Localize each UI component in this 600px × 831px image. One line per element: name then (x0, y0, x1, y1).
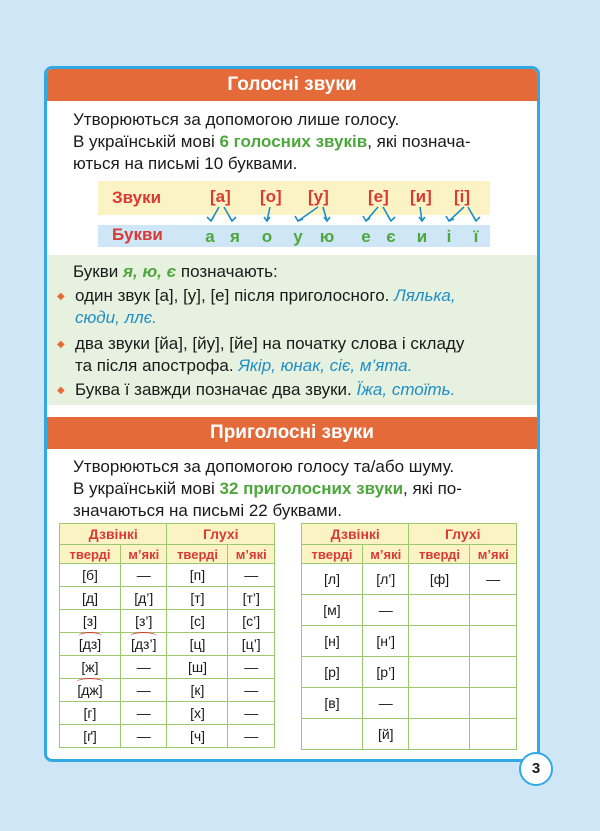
rules-card (44, 66, 540, 762)
table-cell: — (121, 564, 167, 587)
col-voiced: Дзвінкі (60, 524, 167, 545)
table-cell (470, 719, 517, 750)
vowels-intro: Утворюються за допомогою лише голосу. (73, 110, 400, 129)
table-cell: [з] (60, 610, 121, 633)
letter: є (386, 227, 396, 246)
table-cell: [в] (302, 688, 363, 719)
table-cell: [дз] (60, 633, 121, 656)
letter: і (446, 227, 452, 246)
col-voiced: Дзвінкі (302, 524, 409, 545)
table-cell: — (228, 679, 275, 702)
vowel-sounds-table (98, 181, 490, 245)
sound: [і] (454, 187, 471, 206)
table-cell: [с’] (228, 610, 275, 633)
table-cell: [л’] (363, 564, 409, 595)
table-row (60, 725, 275, 748)
table-cell: [ш] (167, 656, 228, 679)
letters-note-box (47, 255, 537, 405)
table-cell: — (121, 679, 167, 702)
note-heading: Букви я, ю, є позначають: (73, 262, 278, 281)
sound: [и] (410, 187, 432, 206)
table-cell (470, 688, 517, 719)
table-cell: [х] (167, 702, 228, 725)
table-row (60, 679, 275, 702)
table-cell: [з’] (121, 610, 167, 633)
sound: [а] (210, 187, 231, 206)
consonants-header: Приголосні звуки (47, 417, 537, 449)
table-cell: — (121, 725, 167, 748)
table-cell: [т’] (228, 587, 275, 610)
table-cell: — (228, 564, 275, 587)
letter: у (293, 227, 303, 246)
table-cell (302, 719, 363, 750)
col-hard: тверді (302, 545, 363, 564)
sound: [е] (368, 187, 389, 206)
table-cell: — (228, 656, 275, 679)
table-cell: [д’] (121, 587, 167, 610)
table-row (302, 719, 517, 750)
vowels-count: В українській мові 6 голосних звуків, які познача- ються на письмі 10 буквами. (73, 132, 471, 173)
table-cell: [дз’] (121, 633, 167, 656)
table-cell: [ж] (60, 656, 121, 679)
bullet-one-sound: ◆ один звук [а], [у], [е] після приголосного. Лялька, сюди, ллє. (75, 285, 515, 329)
table-cell: [ц] (167, 633, 228, 656)
vowels-header: Голосні звуки (47, 69, 537, 101)
table-row (302, 657, 517, 688)
table-cell: [дж] (60, 679, 121, 702)
table-cell: — (363, 595, 409, 626)
letter: я (230, 227, 240, 246)
col-voiceless: Глухі (409, 524, 517, 545)
bullet-two-sounds: ◆ два звуки [йа], [йу], [йе] на початку слова і складу та після апострофа. Якір, юнак, сіє, м’ята. (75, 333, 515, 377)
sound-letter-arrows (98, 181, 490, 245)
table-cell: [ч] (167, 725, 228, 748)
sounds-label: Звуки (112, 188, 162, 207)
table-cell: [п] (167, 564, 228, 587)
table-cell: [ф] (409, 564, 470, 595)
table-row (60, 656, 275, 679)
table-row (302, 626, 517, 657)
consonants-table-left (59, 523, 275, 748)
letter: и (416, 227, 428, 246)
table-cell: [т] (167, 587, 228, 610)
letter: е (361, 227, 371, 246)
table-cell: [г] (60, 702, 121, 725)
table-cell (409, 657, 470, 688)
table-cell: [с] (167, 610, 228, 633)
table-row (60, 633, 275, 656)
table-cell: [ц’] (228, 633, 275, 656)
table-row (60, 564, 275, 587)
table-row (60, 610, 275, 633)
table-cell: — (121, 656, 167, 679)
table-cell: [ґ] (60, 725, 121, 748)
table-row (302, 564, 517, 595)
table-cell (470, 626, 517, 657)
table-row (60, 587, 275, 610)
table-cell (470, 657, 517, 688)
table-cell: [б] (60, 564, 121, 587)
col-hard: тверді (167, 545, 228, 564)
letter: ю (319, 227, 335, 246)
table-cell: [р’] (363, 657, 409, 688)
table-cell (470, 595, 517, 626)
table-cell: — (228, 725, 275, 748)
table-row (302, 688, 517, 719)
consonants-count: В українській мові 32 приголосних звуки, які по- значаються на письмі 22 буквами. (73, 479, 462, 520)
table-cell: — (470, 564, 517, 595)
table-cell (409, 719, 470, 750)
letter: о (261, 227, 273, 246)
consonants-table-right (301, 523, 517, 750)
table-row (302, 595, 517, 626)
table-cell: [й] (363, 719, 409, 750)
table-cell (409, 595, 470, 626)
sound: [о] (260, 187, 282, 206)
table-cell: — (121, 702, 167, 725)
table-cell (409, 688, 470, 719)
col-soft: м’які (470, 545, 517, 564)
consonants-intro: Утворюються за допомогою голосу та/або шуму. (73, 457, 455, 476)
letter: ї (473, 227, 479, 246)
table-cell: [м] (302, 595, 363, 626)
table-cell: [л] (302, 564, 363, 595)
table-cell: — (363, 688, 409, 719)
page-number: 3 (519, 752, 553, 786)
col-soft: м’які (363, 545, 409, 564)
col-hard: тверді (409, 545, 470, 564)
table-cell: [н’] (363, 626, 409, 657)
table-cell: — (228, 702, 275, 725)
table-cell: [д] (60, 587, 121, 610)
letter: а (205, 227, 215, 246)
col-soft: м’які (121, 545, 167, 564)
table-cell: [р] (302, 657, 363, 688)
letters-label: Букви (112, 225, 163, 244)
table-cell: [н] (302, 626, 363, 657)
table-row (60, 702, 275, 725)
bullet-letter-yi: ◆ Буква ї завжди позначає два звуки. Їжа, стоїть. (75, 379, 515, 401)
col-hard: тверді (60, 545, 121, 564)
table-cell (409, 626, 470, 657)
col-voiceless: Глухі (167, 524, 275, 545)
col-soft: м’які (228, 545, 275, 564)
table-cell: [к] (167, 679, 228, 702)
sound: [у] (308, 187, 329, 206)
